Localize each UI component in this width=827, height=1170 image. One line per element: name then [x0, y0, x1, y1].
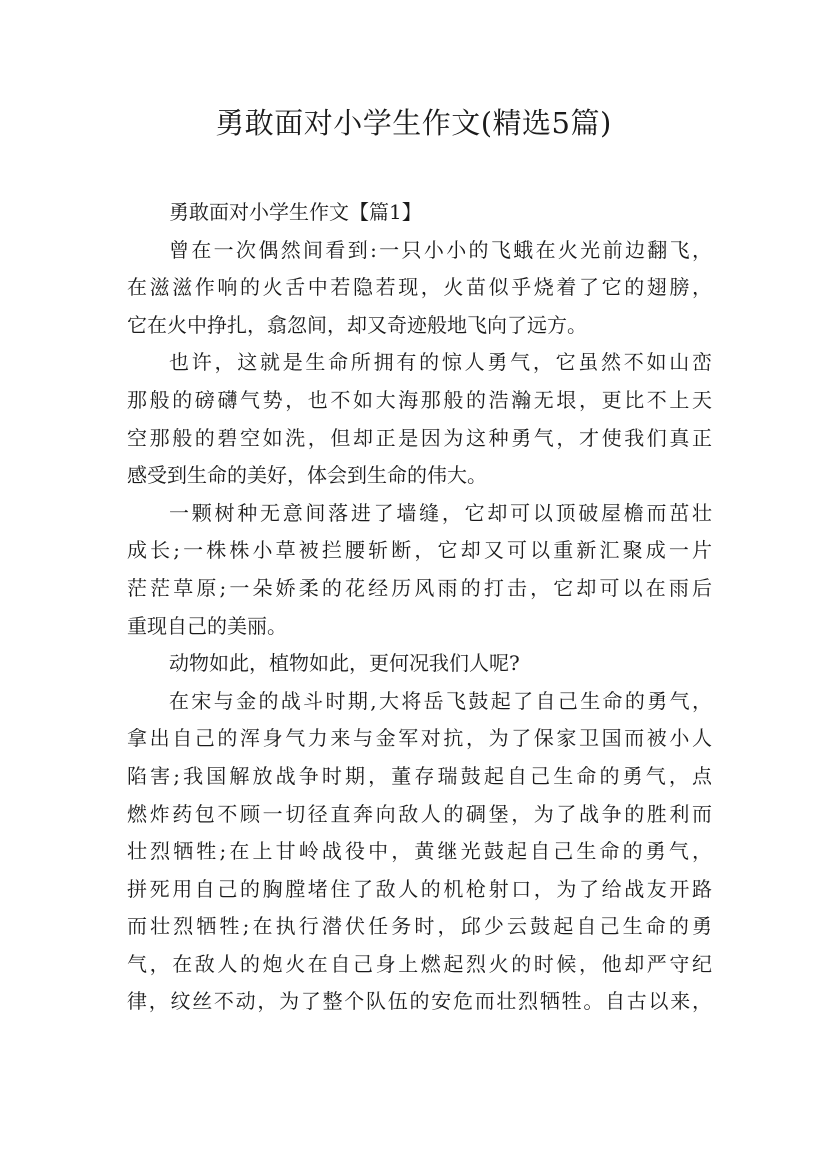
text-line: 空那般的碧空如洗，但却正是因为这种勇气，才使我们真正	[127, 425, 712, 450]
section-heading: 勇敢面对小学生作文【篇1】	[169, 200, 422, 224]
text-line: 陷害;我国解放战争时期，董存瑞鼓起自己生命的勇气，点	[127, 763, 712, 788]
text-line: 壮烈牺牲;在上甘岭战役中，黄继光鼓起自己生命的勇气，	[127, 839, 712, 864]
text-line: 拼死用自己的胸膛堵住了敌人的机枪射口，为了给战友开路	[127, 876, 712, 901]
text-line: 气，在敌人的炮火在自己身上燃起烈火的时候，他却严守纪	[127, 951, 712, 976]
text-line: 动物如此，植物如此，更何况我们人呢?	[169, 651, 520, 676]
text-line: 那般的磅礴气势，也不如大海那般的浩瀚无垠，更比不上天	[127, 387, 712, 412]
document-title: 勇敢面对小学生作文(精选5篇)	[215, 106, 612, 140]
text-line: 它在火中挣扎，翕忽间，却又奇迹般地飞向了远方。	[127, 312, 587, 337]
text-line: 重现自己的美丽。	[127, 613, 287, 638]
text-line: 而壮烈牺牲;在执行潜伏任务时，邱少云鼓起自己生命的勇	[127, 914, 712, 939]
text-line: 成长;一株株小草被拦腰斩断，它却又可以重新汇聚成一片	[127, 538, 712, 563]
text-line: 在滋滋作响的火舌中若隐若现，火苗似乎烧着了它的翅膀，	[127, 275, 712, 300]
text-line: 感受到生命的美好，体会到生命的伟大。	[127, 463, 487, 488]
text-line: 曾在一次偶然间看到:一只小小的飞蛾在火光前边翻飞，	[169, 237, 712, 262]
document-body	[127, 194, 712, 1021]
text-line: 茫茫草原;一朵娇柔的花经历风雨的打击，它却可以在雨后	[127, 575, 712, 600]
text-line: 也许，这就是生命所拥有的惊人勇气，它虽然不如山峦	[169, 350, 712, 375]
text-line: 燃炸药包不顾一切径直奔向敌人的碉堡，为了战争的胜利而	[127, 801, 712, 826]
text-line: 在宋与金的战斗时期,大将岳飞鼓起了自己生命的勇气，	[169, 688, 712, 713]
text-line: 拿出自己的浑身气力来与金军对抗，为了保家卫国而被小人	[127, 726, 712, 751]
text-line: 律，纹丝不动，为了整个队伍的安危而壮烈牺牲。自古以来，	[127, 989, 712, 1014]
text-line: 一颗树种无意间落进了墙缝，它却可以顶破屋檐而茁壮	[169, 500, 712, 525]
